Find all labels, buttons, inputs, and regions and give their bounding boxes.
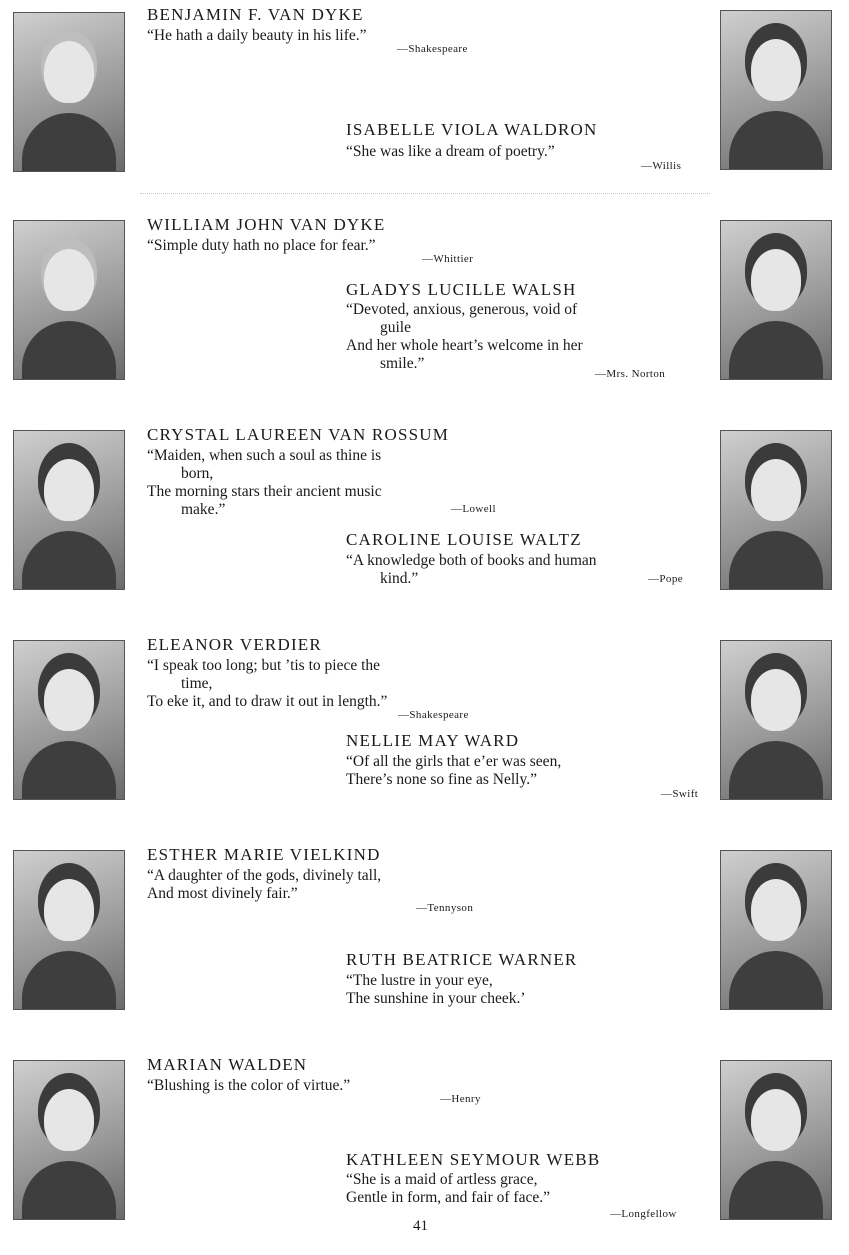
quote-attribution: —Longfellow bbox=[610, 1208, 677, 1220]
student-name: ESTHER MARIE VIELKIND bbox=[147, 845, 381, 864]
student-quote: “Simple duty hath no place for fear.” bbox=[147, 237, 376, 254]
student-quote: “She was like a dream of poetry.” bbox=[346, 143, 555, 160]
student-name: CRYSTAL LAUREEN VAN ROSSUM bbox=[147, 425, 450, 444]
student-name: ELEANOR VERDIER bbox=[147, 635, 322, 654]
student-quote: “Of all the girls that e’er was seen, There’s none so fine as Nelly.” bbox=[346, 753, 562, 788]
student-quote: “A knowledge both of books and human kind.” bbox=[346, 552, 597, 587]
portrait-photo bbox=[720, 10, 832, 170]
quote-attribution: —Swift bbox=[661, 788, 699, 800]
student-name: BENJAMIN F. VAN DYKE bbox=[147, 5, 364, 24]
student-name: RUTH BEATRICE WARNER bbox=[346, 950, 578, 969]
student-name: KATHLEEN SEYMOUR WEBB bbox=[346, 1150, 601, 1169]
entry-block-1 bbox=[0, 0, 849, 205]
student-quote: “The lustre in your eye, The sunshine in your cheek.’ bbox=[346, 972, 526, 1007]
portrait-photo bbox=[720, 850, 832, 1010]
portrait-photo bbox=[720, 1060, 832, 1220]
student-name: MARIAN WALDEN bbox=[147, 1055, 308, 1074]
portrait-photo bbox=[13, 640, 125, 800]
portrait-photo bbox=[13, 850, 125, 1010]
quote-attribution: —Lowell bbox=[451, 503, 496, 515]
entry-block-3 bbox=[0, 420, 849, 625]
student-name: WILLIAM JOHN VAN DYKE bbox=[147, 215, 386, 234]
portrait-photo bbox=[720, 430, 832, 590]
quote-attribution: —Pope bbox=[648, 573, 683, 585]
quote-attribution: —Henry bbox=[440, 1093, 481, 1105]
portrait-photo bbox=[13, 12, 125, 172]
student-quote: “She is a maid of artless grace, Gentle in form, and fair of face.” bbox=[346, 1171, 550, 1206]
student-name: CAROLINE LOUISE WALTZ bbox=[346, 530, 582, 549]
entry-block-2 bbox=[0, 210, 849, 415]
student-name: ISABELLE VIOLA WALDRON bbox=[346, 120, 598, 139]
student-quote: “I speak too long; but ’tis to piece the time, To eke it, and to draw it out in length.” bbox=[147, 657, 388, 710]
quote-attribution: —Shakespeare bbox=[398, 709, 469, 721]
page-number: 41 bbox=[413, 1218, 428, 1234]
student-name: GLADYS LUCILLE WALSH bbox=[346, 280, 577, 299]
entry-block-5 bbox=[0, 840, 849, 1045]
portrait-photo bbox=[13, 1060, 125, 1220]
divider bbox=[140, 193, 710, 194]
portrait-photo bbox=[13, 220, 125, 380]
student-quote: “Devoted, anxious, generous, void of guile And her whole heart’s welcome in her smile.” bbox=[346, 301, 583, 372]
student-quote: “A daughter of the gods, divinely tall, And most divinely fair.” bbox=[147, 867, 382, 902]
student-quote: “Blushing is the color of virtue.” bbox=[147, 1077, 351, 1094]
student-quote: “He hath a daily beauty in his life.” bbox=[147, 27, 367, 44]
quote-attribution: —Whittier bbox=[422, 253, 474, 265]
portrait-photo bbox=[720, 640, 832, 800]
student-quote: “Maiden, when such a soul as thine is born, The morning stars their ancient music make.” bbox=[147, 447, 382, 518]
quote-attribution: —Mrs. Norton bbox=[595, 368, 666, 380]
quote-attribution: —Shakespeare bbox=[397, 43, 468, 55]
quote-attribution: —Willis bbox=[641, 160, 682, 172]
quote-attribution: —Tennyson bbox=[416, 902, 474, 914]
portrait-photo bbox=[720, 220, 832, 380]
entry-block-4 bbox=[0, 630, 849, 835]
student-name: NELLIE MAY WARD bbox=[346, 731, 520, 750]
portrait-photo bbox=[13, 430, 125, 590]
